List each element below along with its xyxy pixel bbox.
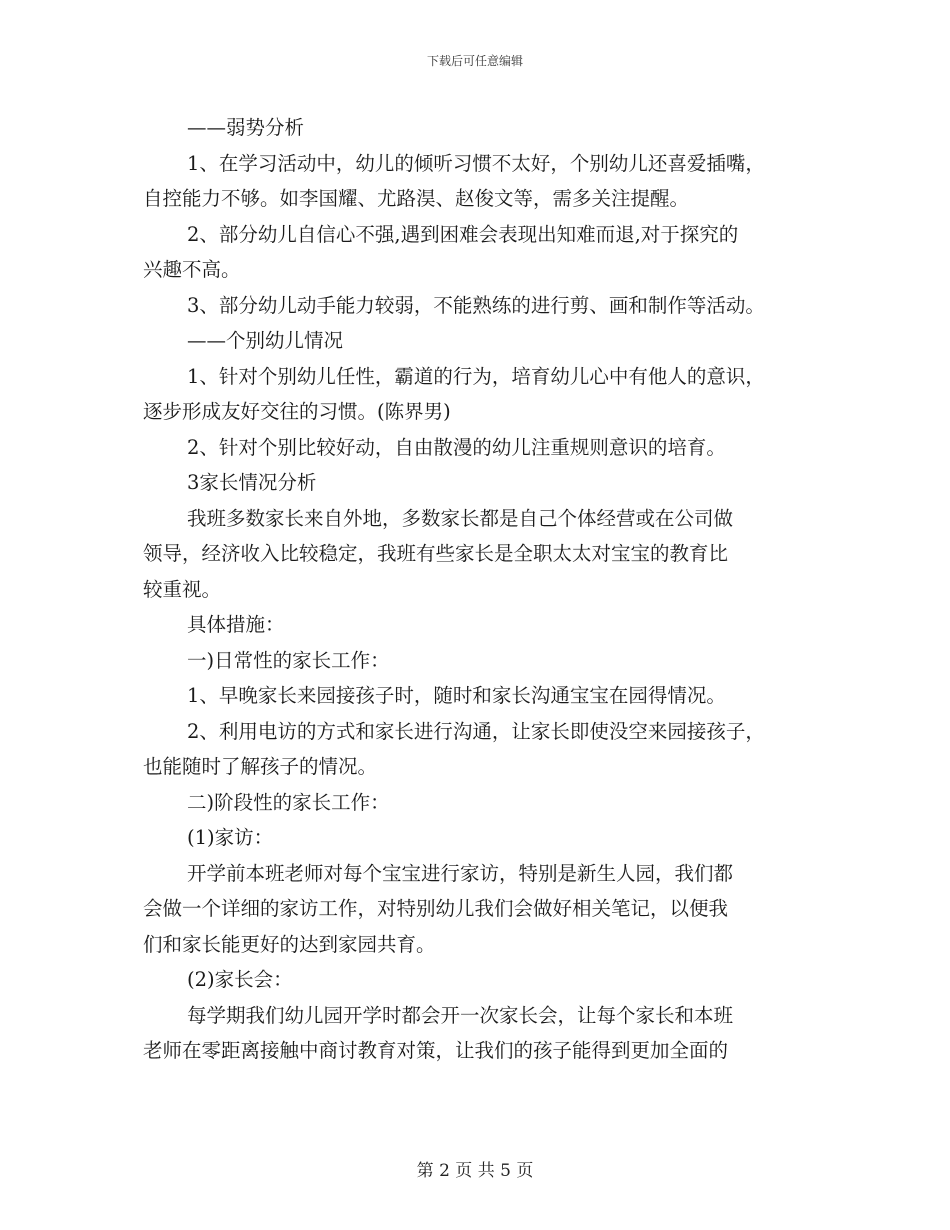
paragraph-line: 1、针对个别幼儿任性，霸道的行为，培育幼儿心中有他人的意识， [187, 364, 765, 388]
paragraph-line: 2、针对个别比较好动，自由散漫的幼儿注重规则意识的培育。 [187, 435, 726, 459]
paragraph-line: 2、部分幼儿自信心不强,遇到困难会表现出知难而退,对于探究的 [187, 222, 739, 246]
header-note: 下载后可任意编辑 [426, 54, 523, 68]
paragraph-line: 老师在零距离接触中商讨教育对策，让我们的孩子能得到更加全面的 [143, 1039, 729, 1062]
paragraph-line: 会做一个详细的家访工作，对特别幼儿我们会做好相关笔记，以便我 [143, 897, 729, 920]
paragraph-line: (1)家访： [187, 826, 274, 849]
paragraph-line: ——个别幼儿情况 [187, 329, 344, 352]
paragraph-line: 逐步形成友好交往的习惯。(陈界男) [143, 400, 451, 423]
paragraph-line: 也能随时了解孩子的情况。 [143, 755, 378, 778]
paragraph-line: 2、利用电访的方式和家长进行沟通，让家长即使没空来园接孩子， [187, 719, 765, 743]
paragraph-line: 1、早晚家长来园接孩子时，随时和家长沟通宝宝在园得情况。 [187, 684, 726, 707]
paragraph-line: 二)阶段性的家长工作： [187, 790, 390, 814]
page-number: 第 2 页 共 5 页 [416, 1161, 534, 1181]
paragraph-line: 自控能力不够。如李国耀、尤路淏、赵俊文等，需多关注提醒。 [143, 187, 690, 210]
paragraph-line: 每学期我们幼儿园开学时都会开一次家长会，让每个家长和本班 [187, 1003, 734, 1027]
paragraph-line: 具体措施： [187, 613, 285, 636]
paragraph-line: 领导，经济收入比较稳定，我班有些家长是全职太太对宝宝的教育比 [143, 542, 729, 565]
paragraph-line: 3家长情况分析 [187, 471, 317, 494]
paragraph-line: 开学前本班老师对每个宝宝进行家访，特别是新生人园，我们都 [187, 861, 734, 885]
paragraph-line: 们和家长能更好的达到家园共育。 [143, 932, 436, 956]
paragraph-line: 1、在学习活动中，幼儿的倾听习惯不太好，个别幼儿还喜爱插嘴， [187, 151, 765, 175]
paragraph-line: 3、部分幼儿动手能力较弱，不能熟练的进行剪、画和制作等活动。 [187, 293, 765, 317]
paragraph-line: 我班多数家长来自外地，多数家长都是自己个体经营或在公司做 [187, 506, 734, 530]
paragraph-line: (2)家长会： [187, 968, 293, 991]
document-body [143, 110, 823, 1069]
paragraph-line: 一)日常性的家长工作： [187, 648, 390, 672]
paragraph-line: ——弱势分析 [187, 116, 305, 139]
paragraph-line: 较重视。 [143, 577, 222, 601]
paragraph-line: 兴趣不高。 [143, 258, 241, 281]
